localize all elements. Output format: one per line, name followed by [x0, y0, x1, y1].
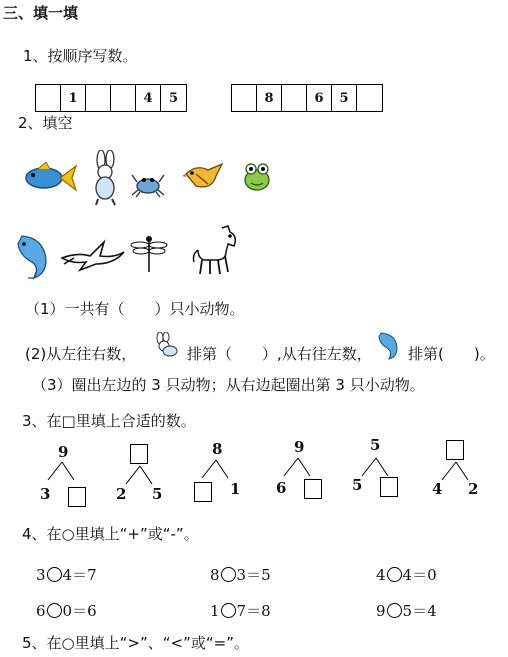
sequence-cell[interactable]: 5	[332, 85, 357, 111]
question-2-line-2c: 排第( )。	[408, 345, 495, 363]
sequence-cell[interactable]	[111, 85, 136, 111]
question-5-label: 5、在○里填上“>”、“<”或“=”。	[22, 634, 249, 652]
equation	[376, 600, 437, 621]
equation-right: 4＝0	[402, 566, 437, 584]
sequence-cell[interactable]: 4	[136, 85, 161, 111]
equation-left: 4	[376, 565, 386, 584]
operator-circle[interactable]	[221, 603, 236, 618]
swallow-icon	[60, 238, 126, 272]
operator-circle[interactable]	[47, 603, 62, 618]
equation-left: 1	[210, 601, 220, 620]
sequence-cell[interactable]	[282, 85, 307, 111]
sequence-cell[interactable]: 6	[307, 85, 332, 111]
equation	[210, 600, 271, 621]
bond-left-number: 6	[276, 479, 287, 497]
equation-left: 3	[36, 565, 46, 584]
equation-left: 8	[210, 565, 220, 584]
bond-answer-box[interactable]	[446, 440, 464, 460]
bond-top-number: 8	[212, 440, 223, 458]
number-sequence-b	[231, 84, 383, 112]
sequence-cell[interactable]	[36, 85, 61, 111]
section-title: 三、填一填	[3, 4, 79, 22]
bond-answer-box[interactable]	[304, 479, 322, 499]
bond-left-number: 2	[116, 485, 127, 503]
bond-top-number: 9	[58, 443, 69, 461]
rabbit-icon	[88, 150, 122, 206]
equation-left: 6	[36, 601, 46, 620]
number-sequence-a	[35, 84, 187, 112]
number-bond-1	[36, 440, 96, 520]
rabbit-icon	[152, 332, 180, 358]
sequence-cell[interactable]: 8	[257, 85, 282, 111]
question-1-label: 1、按顺序写数。	[23, 47, 138, 65]
crab-icon	[130, 170, 166, 198]
bond-right-number: 1	[230, 480, 241, 498]
dragonfly-icon	[130, 234, 168, 274]
bond-answer-box[interactable]	[130, 444, 148, 464]
equation-right: 4＝7	[62, 566, 97, 584]
bond-right-number: 5	[152, 485, 163, 503]
equation-right: 3＝5	[236, 566, 271, 584]
equation-right: 5＝4	[402, 602, 437, 620]
question-2-line-2a: (2)从左往右数，	[25, 345, 137, 363]
number-bond-6	[428, 438, 488, 518]
question-2-label: 2、填空	[18, 114, 73, 132]
sequence-cell[interactable]	[86, 85, 111, 111]
bond-right-number: 2	[468, 480, 479, 498]
sequence-cell[interactable]: 5	[168, 90, 179, 106]
bond-left-number: 3	[40, 485, 51, 503]
equation-left: 9	[376, 601, 386, 620]
equation-right: 7＝8	[236, 602, 271, 620]
equation	[210, 564, 271, 585]
fish-icon	[20, 160, 78, 196]
dolphin-icon	[14, 232, 56, 280]
question-2-line-2b: 排第（ ）,从右往左数，	[187, 345, 372, 363]
equation	[376, 564, 437, 585]
dolphin-icon	[376, 330, 402, 360]
frog-icon	[240, 160, 274, 194]
question-2-line-1: （1）一共有（ ）只小动物。	[25, 300, 245, 318]
operator-circle[interactable]	[387, 603, 402, 618]
operator-circle[interactable]	[221, 567, 236, 582]
number-bond-2	[112, 440, 172, 520]
bond-left-number: 4	[432, 480, 443, 498]
equation	[36, 564, 97, 585]
horse-icon	[192, 224, 240, 276]
bond-answer-box[interactable]	[194, 482, 212, 502]
bond-top-number: 9	[294, 438, 305, 456]
bond-top-number: 5	[370, 436, 381, 454]
bond-left-number: 5	[352, 476, 363, 494]
equation-right: 0＝6	[62, 602, 97, 620]
operator-circle[interactable]	[387, 567, 402, 582]
question-3-label: 3、在□里填上合适的数。	[22, 412, 196, 430]
bond-answer-box[interactable]	[380, 477, 398, 497]
equation	[36, 600, 97, 621]
question-4-label: 4、在○里填上“+”或“-”。	[22, 525, 199, 543]
number-bond-4	[272, 436, 332, 516]
bond-answer-box[interactable]	[68, 487, 86, 507]
bird-icon	[182, 160, 226, 196]
number-bond-5	[350, 436, 410, 516]
number-bond-3	[190, 438, 250, 518]
sequence-cell[interactable]	[357, 85, 382, 111]
question-2-line-3: （3）圈出左边的 3 只动物；从右边起圈出第 3 只小动物。	[32, 376, 425, 394]
sequence-cell[interactable]	[232, 85, 257, 111]
sequence-cell[interactable]: 1	[61, 85, 86, 111]
operator-circle[interactable]	[47, 567, 62, 582]
